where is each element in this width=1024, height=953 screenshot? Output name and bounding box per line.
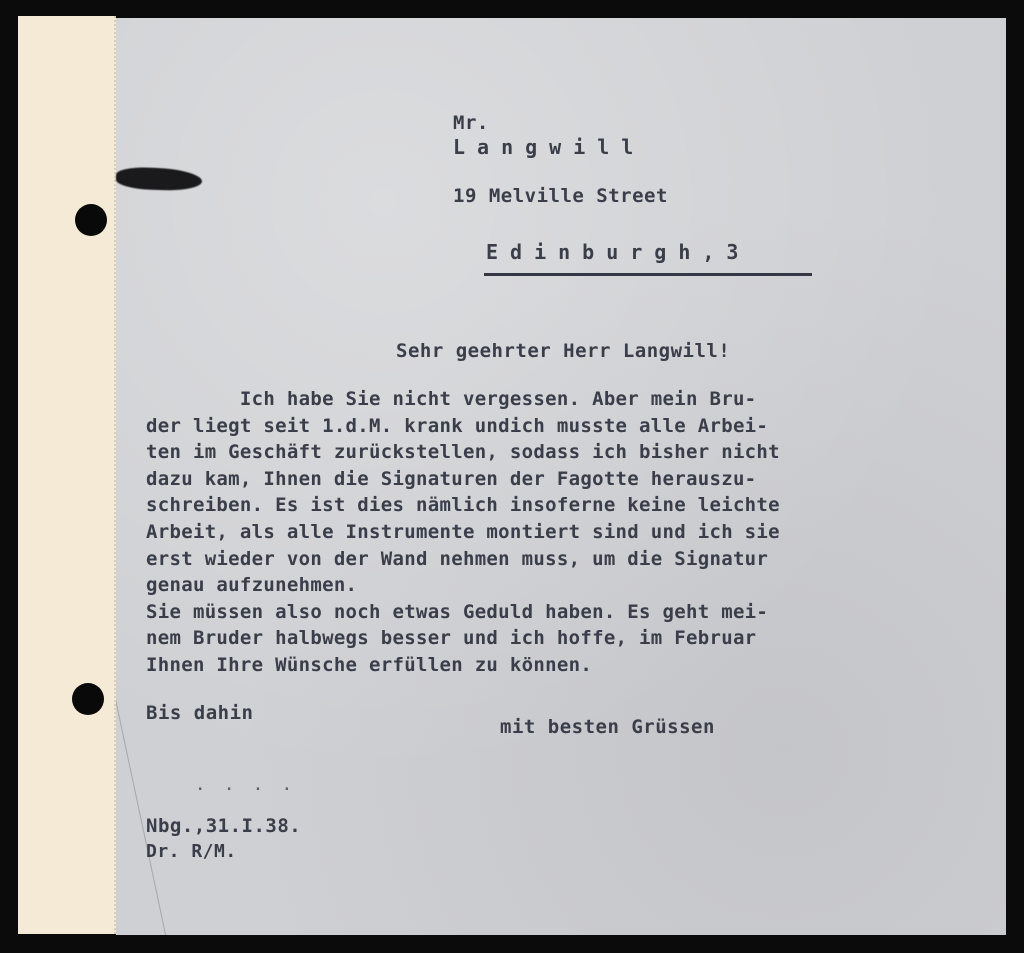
punch-hole-bottom [72,683,104,715]
body-line: erst wieder von der Wand nehmen muss, um die Signatur [146,547,769,570]
letter-body [146,386,991,679]
body-line: schreiben. Es ist dies nämlich insoferne keine leichte [146,494,780,517]
recipient-name: Langwill [453,135,646,159]
recipient-street: 19 Melville Street [453,185,668,207]
body-line: der liegt seit 1.d.M. krank undich musste alle Arbei- [146,414,769,437]
reference-initials: Dr. R/M. [146,841,237,862]
body-line: Arbeit, als alle Instrumente montiert sind und ich sie [146,520,780,543]
body-line: ten im Geschäft zurückstellen, sodass ich bisher nicht [146,441,780,464]
body-line: nem Bruder halbwegs besser und ich hoffe, im Februar [146,627,757,650]
binding-strip [18,16,116,934]
signature-dots: . . . . [196,778,298,794]
closing-left: Bis dahin [146,702,254,724]
recipient-honorific: Mr. [453,112,489,134]
recipient-city: Edinburgh,3 [486,240,751,264]
body-line: Ihnen Ihre Wünsche erfüllen zu können. [146,653,593,676]
body-line: dazu kam, Ihnen die Signaturen der Fagotte herauszu- [146,467,757,490]
paper-crease [116,658,227,935]
punch-hole-top [75,204,107,236]
body-line: Ich habe Sie nicht vergessen. Aber mein Bru- [146,388,757,410]
closing-right: mit besten Grüssen [500,716,715,738]
body-line: genau aufzunehmen. [146,574,358,597]
reference-date: Nbg.,31.I.38. [146,815,302,837]
body-line: Sie müssen also noch etwas Geduld haben. Es geht mei- [146,600,769,623]
city-underline [484,273,812,276]
salutation: Sehr geehrter Herr Langwill! [396,340,731,362]
